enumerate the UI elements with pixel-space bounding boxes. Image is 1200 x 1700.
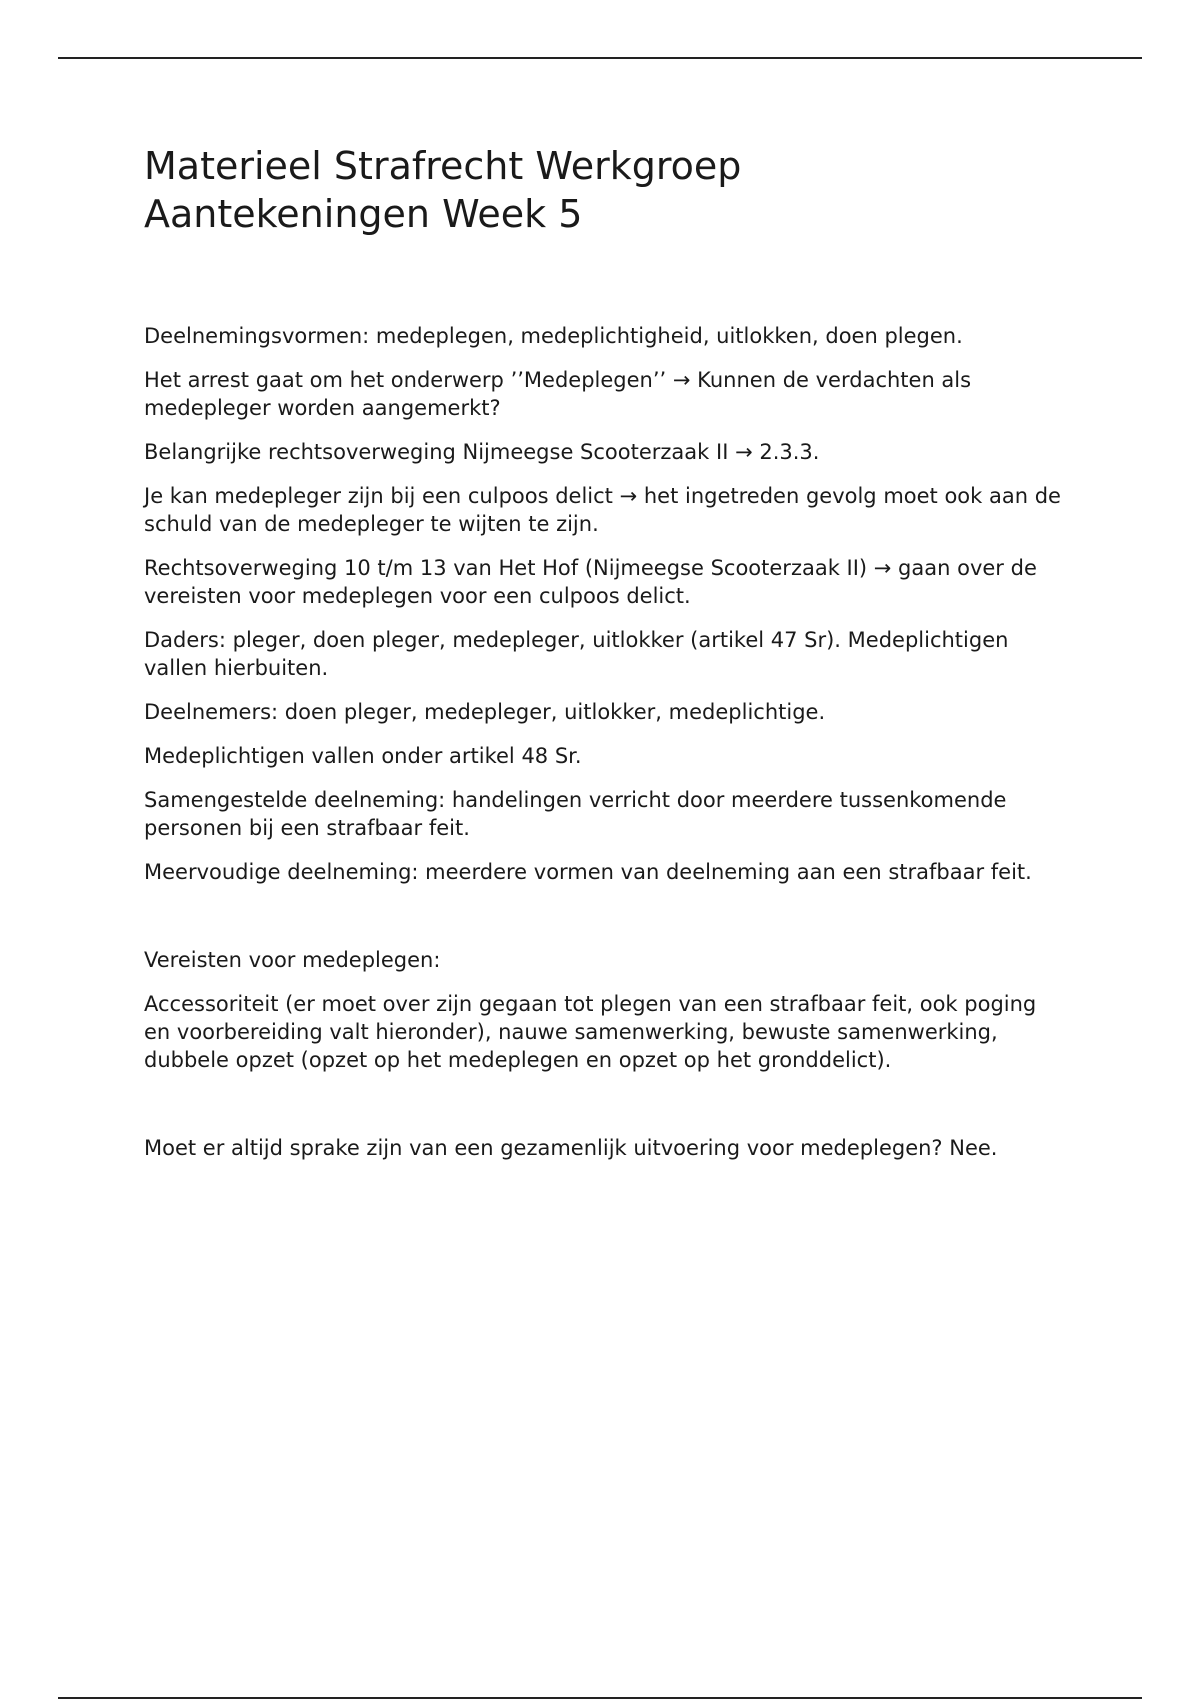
- paragraph-medeplichtigen: Medeplichtigen vallen onder artikel 48 Sr.: [144, 744, 582, 768]
- paragraph-deelnemingsvormen: Deelnemingsvormen: medeplegen, medeplichtigheid, uitlokken, doen plegen.: [144, 324, 963, 348]
- paragraph-arrest-onderwerp: Het arrest gaat om het onderwerp ’’Medeplegen’’ → Kunnen de verdachten als medepleger worden aangemerkt?: [144, 368, 972, 420]
- section-heading-vereisten: Vereisten voor medeplegen:: [144, 948, 441, 972]
- paragraph-rechtsoverweging: Belangrijke rechtsoverweging Nijmeegse Scooterzaak II → 2.3.3.: [144, 440, 820, 464]
- paragraph-meervoudige-deelneming: Meervoudige deelneming: meerdere vormen van deelneming aan een strafbaar feit.: [144, 860, 1032, 884]
- paragraph-samengestelde-deelneming: Samengestelde deelneming: handelingen verricht door meerdere tussenkomende personen bij een strafbaar feit.: [144, 788, 1007, 840]
- document-body: [144, 142, 1064, 1162]
- title-line-1: Materieel Strafrecht Werkgroep: [144, 144, 742, 188]
- paragraph-culpoos-delict: Je kan medepleger zijn bij een culpoos delict → het ingetreden gevolg moet ook aan de schuld van de medepleger te wijten te zijn.: [144, 484, 1061, 536]
- paragraph-hof-overweging: Rechtsoverweging 10 t/m 13 van Het Hof (Nijmeegse Scooterzaak II) → gaan over de vereisten voor medeplegen voor een culpoos delict.: [144, 556, 1037, 608]
- header-divider: [58, 57, 1142, 59]
- footer-divider: [58, 1697, 1142, 1699]
- document-title: [144, 142, 1064, 238]
- paragraph-accessoriteit: Accessoriteit (er moet over zijn gegaan tot plegen van een strafbaar feit, ook poging en voorbereiding valt hieronder), nauwe samenwerking, bewuste samenwerking, dubbele opzet (opzet op het medeplegen en opzet op het gronddelict).: [144, 992, 1037, 1072]
- paragraph-gezamenlijke-uitvoering: Moet er altijd sprake zijn van een gezamenlijk uitvoering voor medeplegen? Nee.: [144, 1136, 998, 1160]
- paragraph-daders: Daders: pleger, doen pleger, medepleger, uitlokker (artikel 47 Sr). Medeplichtigen vallen hierbuiten.: [144, 628, 1009, 680]
- title-line-2: Aantekeningen Week 5: [144, 192, 583, 236]
- paragraph-deelnemers: Deelnemers: doen pleger, medepleger, uitlokker, medeplichtige.: [144, 700, 826, 724]
